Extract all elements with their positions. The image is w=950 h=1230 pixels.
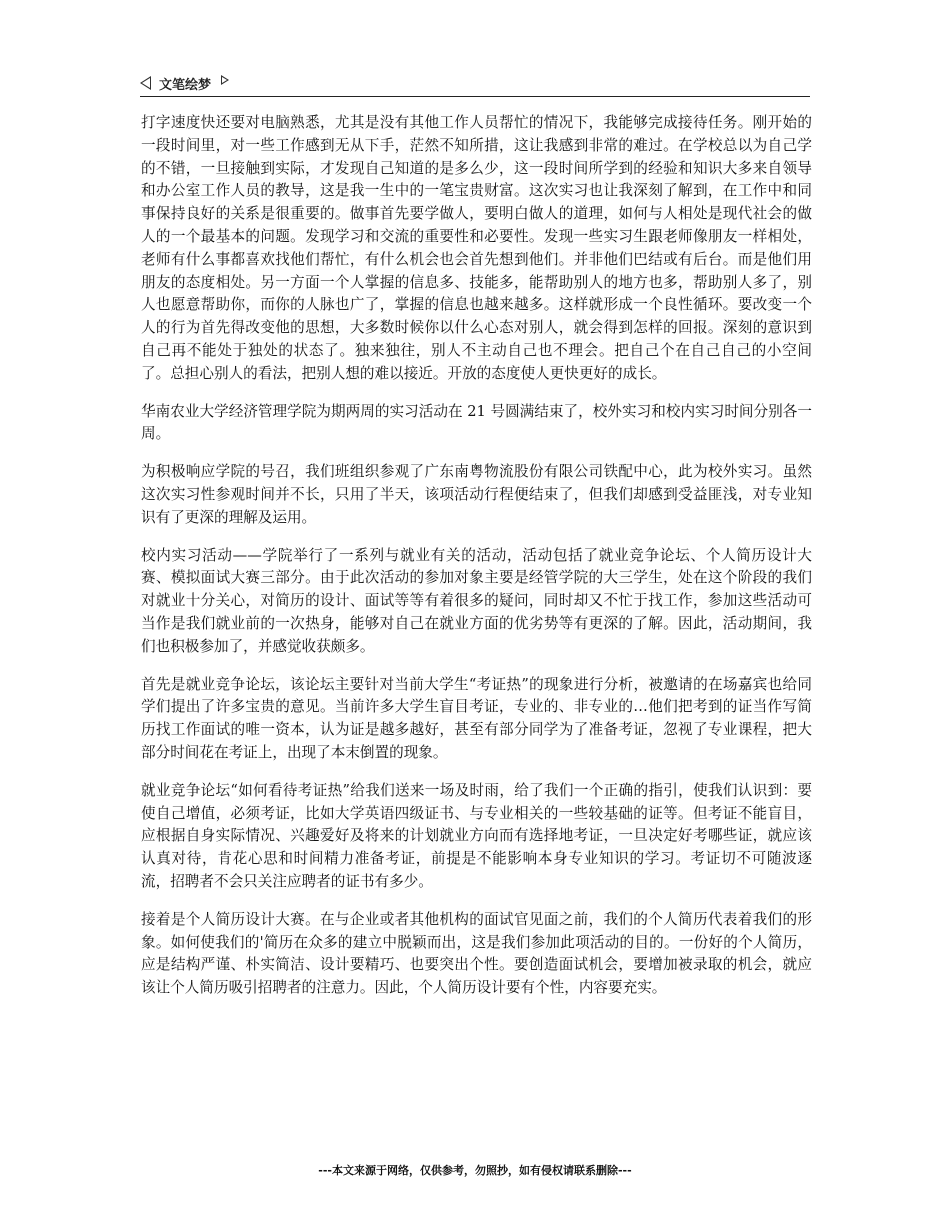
triangle-right-icon — [221, 75, 229, 85]
page-header — [140, 72, 810, 97]
paragraph: 首先是就业竞争论坛，该论坛主要针对当前大学生“考证热”的现象进行分析，被邀请的在场嘉宾也给同学们提出了许多宝贵的意见。当前许多大学生盲目考证，专业的、非专业的…他们把考到的证当作写简历找工作面试的唯一资本，认为证是越多越好，甚至有部分同学为了准备考证，忽视了专业课程，把大部分时间花在考证上，出现了本末倒置的现象。 — [141, 675, 812, 761]
footer-disclaimer: ---本文来源于网络，仅供参考，勿照抄，如有侵权请联系删除--- — [318, 1164, 632, 1177]
document-body — [141, 112, 812, 1015]
header-brand — [140, 72, 229, 94]
triangle-left-icon — [140, 76, 151, 90]
paragraph: 华南农业大学经济管理学院为期两周的实习活动在 21 号圆满结束了，校外实习和校内实习时间分别各一周。 — [141, 402, 812, 443]
paragraph: 打字速度快还要对电脑熟悉，尤其是没有其他工作人员帮忙的情况下，我能够完成接待任务。刚开始的一段时间里，对一些工作感到无从下手，茫然不知所措，这让我感到非常的难过。在学校总以为自己学的不错，一旦接触到实际，才发现自己知道的是多么少，这一段时间所学到的经验和知识大多来自领导和办公室工作人员的教导，这是我一生中的一笔宝贵财富。这次实习也让我深刻了解到，在工作中和同事保持良好的关系是很重要的。做事首先要学做人，要明白做人的道理，如何与人相处是现代社会的做人的一个最基本的问题。发现学习和交流的重要性和必要性。发现一些实习生跟老师像朋友一样相处，老师有什么事都喜欢找他们帮忙，有什么机会也会首先想到他们。并非他们巴结或有后台。而是他们用朋友的态度相处。另一方面一个人掌握的信息多、技能多，能帮助别人的地方也多，帮助别人多了，别人也愿意帮助你，而你的人脉也广了，掌握的信息也越来越多。这样就形成一个良性循环。要改变一个人的行为首先得改变他的思想，大多数时候你以什么心态对别人，就会得到怎样的回报。深刻的意识到自己再不能处于独处的状态了。独来独往，别人不主动自己也不理会。把自己个在自己自己的小空间了。总担心别人的看法，把别人想的难以接近。开放的态度使人更快更好的成长。 — [141, 114, 812, 382]
paragraph: 为积极响应学院的号召，我们班组织参观了广东南粤物流股份有限公司铁配中心，此为校外实习。虽然这次实习性参观时间并不长，只用了半天，该项活动行程便结束了，但我们却感到受益匪浅，对专业知识有了更深的理解及运用。 — [141, 463, 812, 526]
header-title: 文笔绘梦 — [159, 77, 212, 93]
paragraph: 校内实习活动——学院举行了一系列与就业有关的活动，活动包括了就业竞争论坛、个人简历设计大赛、模拟面试大赛三部分。由于此次活动的参加对象主要是经管学院的大三学生，处在这个阶段的我们对就业十分关心，对简历的设计、面试等等有着很多的疑问，同时却又不忙于找工作，参加这些活动可当作是我们就业前的一次热身，能够对自己在就业方面的优劣势等有更深的了解。因此，活动期间，我们也积极参加了，并感觉收获颇多。 — [141, 546, 812, 655]
paragraph: 就业竞争论坛“如何看待考证热”给我们送来一场及时雨，给了我们一个正确的指引，使我们认识到：要使自己增值，必须考证，比如大学英语四级证书、与专业相关的一些较基础的证等。但考证不能盲目，应根据自身实际情况、兴趣爱好及将来的计划就业方向而有选择地考证，一旦决定好考哪些证，就应该认真对待，肯花心思和时间精力准备考证，前提是不能影响本身专业知识的学习。考证切不可随波逐流，招聘者不会只关注应聘者的证书有多少。 — [141, 781, 812, 890]
paragraph: 接着是个人简历设计大赛。在与企业或者其他机构的面试官见面之前，我们的个人简历代表着我们的形象。如何使我们的'简历在众多的建立中脱颖而出，这是我们参加此项活动的目的。一份好的个人简历，应是结构严谨、朴实简洁、设计要精巧、也要突出个性。要创造面试机会，要增加被录取的机会，就应该让个人简历吸引招聘者的注意力。因此，个人简历设计要有个性，内容要充实。 — [141, 910, 812, 997]
